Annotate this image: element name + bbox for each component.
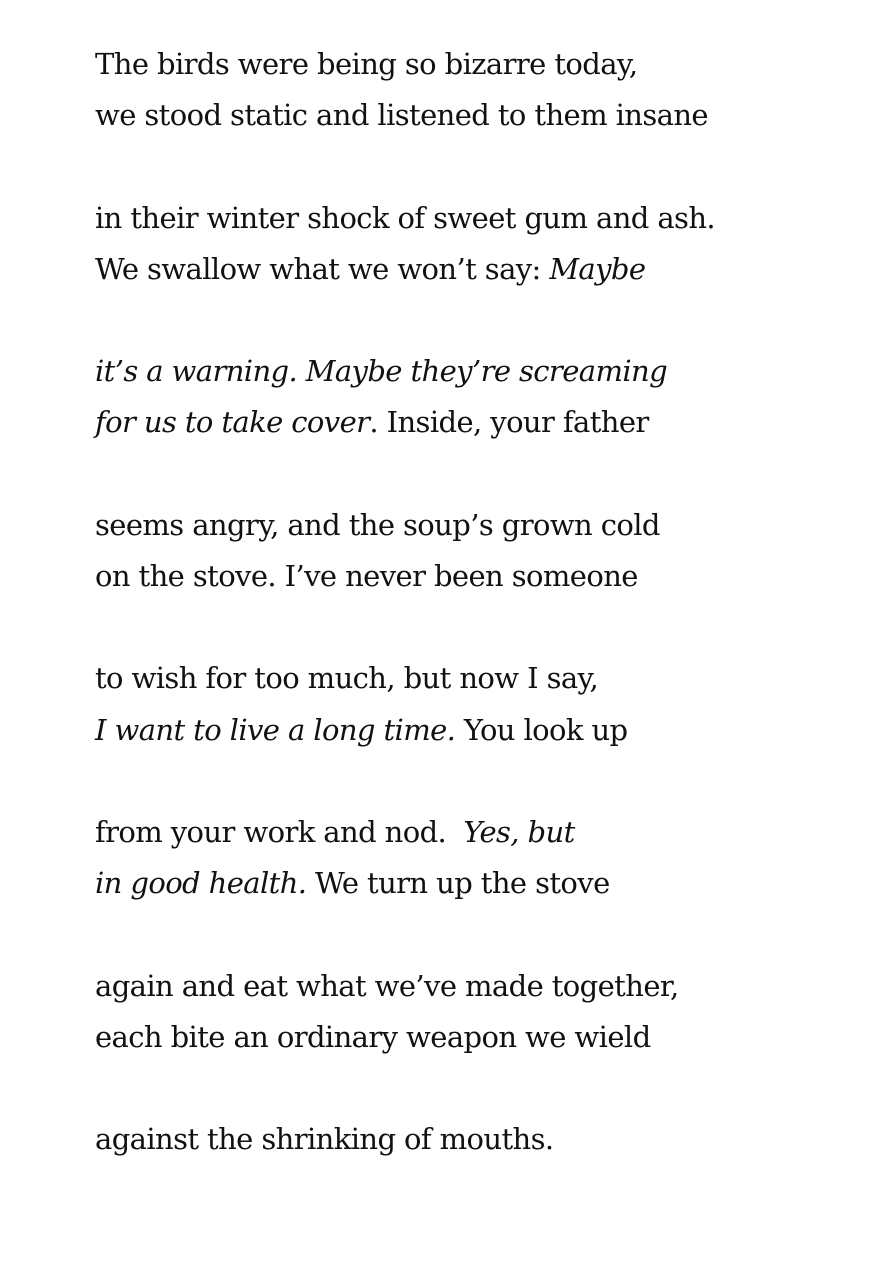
- poem-line: [95, 551, 855, 602]
- italic-text: for us to take cover: [95, 405, 370, 440]
- poem-line: [95, 1114, 855, 1165]
- italic-text: Yes, but: [463, 814, 575, 849]
- poem-line: [95, 346, 855, 397]
- italic-text: it’s a warning. Maybe they’re screaming: [95, 354, 668, 389]
- poem-line: [95, 193, 855, 244]
- italic-text: Maybe: [549, 251, 646, 286]
- stanza: [95, 807, 855, 961]
- poem-line: [95, 500, 855, 551]
- line-text: in their winter shock of sweet gum and ash.: [95, 200, 716, 235]
- poem-line: [95, 244, 855, 295]
- line-text: against the shrinking of mouths.: [95, 1122, 554, 1157]
- poem-line: [95, 858, 855, 909]
- italic-text: I want to live a long time.: [95, 712, 456, 747]
- poem-line: [95, 39, 855, 90]
- stanza: [95, 500, 855, 654]
- stanza: [95, 653, 855, 807]
- line-text: . Inside, your father: [369, 405, 649, 440]
- poem-line: [95, 397, 855, 448]
- stanza: [95, 1114, 855, 1268]
- line-text: on the stove. I’ve never been someone: [95, 558, 638, 593]
- line-text: we stood static and listened to them insane: [95, 98, 708, 133]
- line-text: each bite an ordinary weapon we wield: [95, 1019, 651, 1054]
- poem-line: [95, 961, 855, 1012]
- stanza: [95, 346, 855, 500]
- stanza: [95, 39, 855, 193]
- stanza: [95, 961, 855, 1115]
- line-text: We swallow what we won’t say:: [95, 251, 550, 286]
- line-text: again and eat what we’ve made together,: [95, 968, 679, 1003]
- poem-line: [95, 807, 855, 858]
- poem-line: [95, 705, 855, 756]
- line-text: seems angry, and the soup’s grown cold: [95, 507, 660, 542]
- poem-line: [95, 1012, 855, 1063]
- italic-text: in good health.: [95, 866, 307, 901]
- poem-line: [95, 90, 855, 141]
- poem-body: [95, 39, 855, 1268]
- line-text: to wish for too much, but now I say,: [95, 661, 599, 696]
- poem-line: [95, 653, 855, 704]
- stanza: [95, 193, 855, 347]
- line-text: from your work and nod.: [95, 814, 464, 849]
- line-text: We turn up the stove: [306, 866, 610, 901]
- line-text: The birds were being so bizarre today,: [95, 47, 638, 81]
- line-text: You look up: [455, 712, 628, 747]
